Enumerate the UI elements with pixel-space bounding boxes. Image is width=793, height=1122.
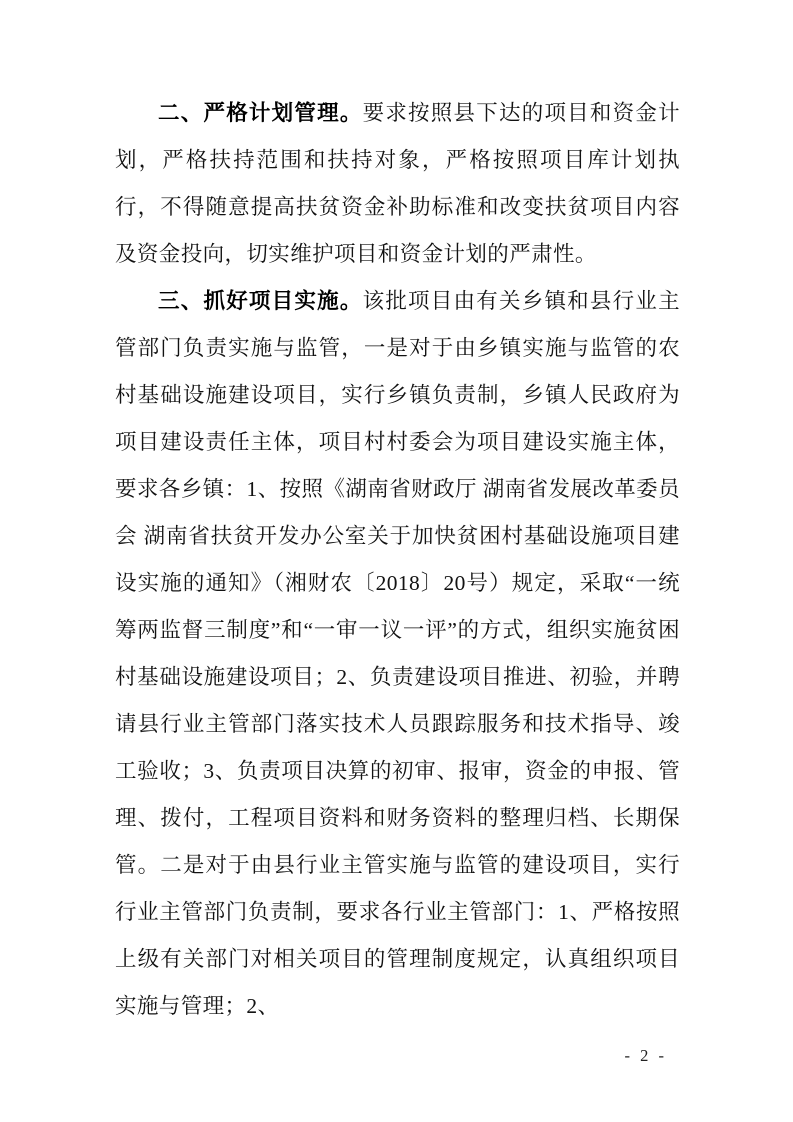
paragraph-text: 该批项目由有关乡镇和县行业主管部门负责实施与监管，一是对于由乡镇实施与监管的农村基础设施建设项目，实行乡镇负责制，乡镇人民政府为项目建设责任主体，项目村村委会为项目建设实施主体，要求各乡镇：1、按照《湖南省财政厅 湖南省发展改革委员会 湖南省扶贫开发办公室关于加快贫困村基础设施项目建设实施的通知》（湘财农〔2018〕20号）规定，采取“一统筹两监督三制度”和“一审一议一评”的方式，组织实施贫困村基础设施建设项目；2、负责建设项目推进、初验，并聘请县行业主管部门落实技术人员跟踪服务和技术指导、竣工验收；3、负责项目决算的初审、报审，资金的申报、管理、拨付，工程项目资料和财务资料的整理归档、长期保管。二是对于由县行业主管实施与监管的建设项目，实行行业主管部门负责制，要求各行业主管部门：1、严格按照上级有关部门对相关项目的管理制度规定，认真组织项目实施与管理；2、	[115, 289, 680, 1018]
paragraph-plan-management	[115, 90, 680, 278]
paragraph-heading: 二、严格计划管理。	[158, 101, 363, 125]
paragraph-heading: 三、抓好项目实施。	[158, 289, 363, 313]
paragraph-text: 要求按照县下达的项目和资金计划，严格扶持范围和扶持对象，严格按照项目库计划执行，不得随意提高扶贫资金补助标准和改变扶贫项目内容及资金投向，切实维护项目和资金计划的严肃性。	[115, 101, 680, 266]
page-number: - 2 -	[624, 1046, 667, 1065]
document-body	[115, 90, 680, 1030]
paragraph-project-implementation	[115, 278, 680, 1030]
